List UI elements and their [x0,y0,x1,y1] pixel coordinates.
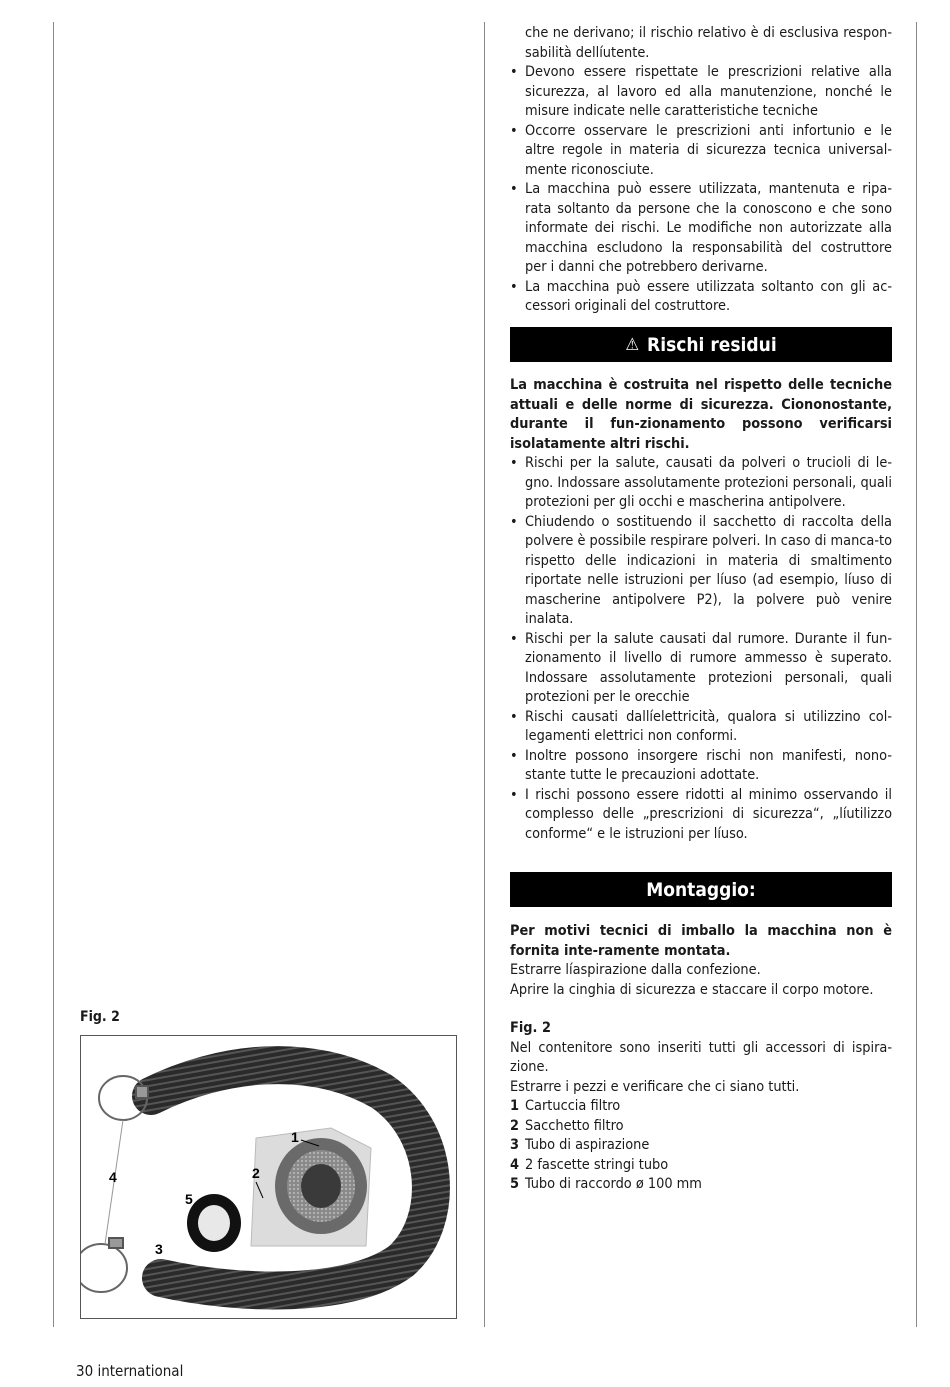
assembly-intro: Per motivi tecnici di imballo la macchina non è fornita inte-ramente montata. [510,923,892,959]
assembly-title: Montaggio: [646,878,756,901]
parts-item [510,1136,892,1156]
fig-text-2: Estrarre i pezzi e verificare che ci siano tutti. [510,1078,800,1095]
column-rule-right [916,22,917,1327]
part-label: Tubo di aspirazione [525,1137,650,1153]
assembly-section [510,922,892,1195]
connector-pipe [187,1194,241,1252]
column-rule-middle [484,22,485,1327]
parts-item [510,1156,892,1176]
parts-list [510,1097,892,1195]
accessories-photo [81,1036,456,1318]
list-item: • I rischi possono essere ridotti al minimo osservando il complesso delle „prescrizioni di sicurezza“, „líutilizzo conforme“ e le istruzioni per líuso. [510,786,892,845]
warning-icon: ⚠ [625,334,640,355]
part-number: 2 [510,1117,520,1134]
fig-heading: Fig. 2 [510,1020,551,1036]
figure-frame [80,1035,457,1319]
assembly-line-1: Estrarre líaspirazione dalla confezione. [510,962,761,978]
page-footer: 30 international [76,1362,184,1380]
part-label: Cartuccia filtro [525,1098,621,1114]
figure-label: Fig. 2 [80,1009,120,1025]
parts-item [510,1117,892,1137]
list-item: • La macchina può essere utilizzata, mantenuta e ripa-rata soltanto da persone che la conoscono e che sono informate dei rischi. Le modifiche non autorizzate alla macchina escludono la responsabilità del costruttore per i danni che potrebbero derivarne. [510,180,892,278]
list-item: • La macchina può essere utilizzata soltanto con gli ac-cessori originali del costruttore. [510,278,892,317]
part-number: 3 [510,1137,520,1153]
part-number: 1 [510,1098,520,1114]
fig-text-1: Nel contenitore sono inseriti tutti gli accessori di ispira-zione. [510,1039,892,1075]
list-item: • Rischi per la salute causati dal rumore. Durante il fun-zionamento il livello di rumore ammesso è superato. Indossare assolutamente protezioni personali, quali protezioni per le orecchie [510,630,892,708]
part-label: Tubo di raccordo ø 100 mm [525,1176,702,1192]
part-number: 4 [510,1156,520,1173]
parts-item [510,1175,892,1195]
list-item: • Inoltre possono insorgere rischi non manifesti, nono-stante tutte le precauzioni adottate. [510,747,892,786]
assembly-banner [510,872,892,907]
assembly-line-2: Aprire la cinghia di sicurezza e staccare il corpo motore. [510,981,874,998]
residual-risks-list [510,454,892,844]
list-item: • Rischi per la salute, causati da polveri o trucioli di le-gno. Indossare assolutamente protezioni personali, quali protezioni per gli occhi e mascherina antipolvere. [510,454,892,513]
residual-risks-banner [510,327,892,362]
residual-risks-section [510,376,892,844]
list-item: • Rischi causati dallíelettricità, qualora si utilizzino col-legamenti elettrici non conformi. [510,708,892,747]
callout-4: 4 [109,1169,117,1185]
list-item: • Chiudendo o sostituendo il sacchetto di raccolta della polvere è possibile respirare polveri. In caso di manca-to rispetto delle indicazioni in materia di smaltimento riportate nelle istruzioni per líuso (ad esempio, líuso di mascherine antipolvere P2), la polvere può venire inalata. [510,513,892,630]
continued-paragraph: che ne derivano; il rischio relativo è di esclusiva respon-sabilità dellíutente. [525,25,892,61]
safety-section [510,24,892,317]
part-number: 5 [510,1176,520,1192]
part-label: Sacchetto filtro [525,1117,624,1134]
parts-item [510,1097,892,1117]
list-item: • Devono essere rispettate le prescrizioni relative alla sicurezza, al lavoro ed alla manutenzione, nonché le misure indicate nelle caratteristiche tecniche [510,63,892,122]
callout-3: 3 [155,1241,163,1257]
callout-1: 1 [291,1129,299,1145]
residual-risks-intro: La macchina è costruita nel rispetto delle tecniche attuali e delle norme di sicurezza. Ciononostante, durante il fun-zionamento possono verificarsi isolatamente altri rischi. [510,377,892,452]
callout-2: 2 [252,1165,260,1181]
safety-list [510,63,892,317]
part-label: 2 fascette stringi tubo [525,1156,669,1173]
callout-5: 5 [185,1191,193,1207]
list-item: • Occorre osservare le prescrizioni anti infortunio e le altre regole in materia di sicurezza tecnica universal-mente riconosciute. [510,122,892,181]
residual-risks-title: Rischi residui [647,333,777,356]
column-rule-left [53,22,54,1327]
filter-cartridge [275,1138,367,1234]
